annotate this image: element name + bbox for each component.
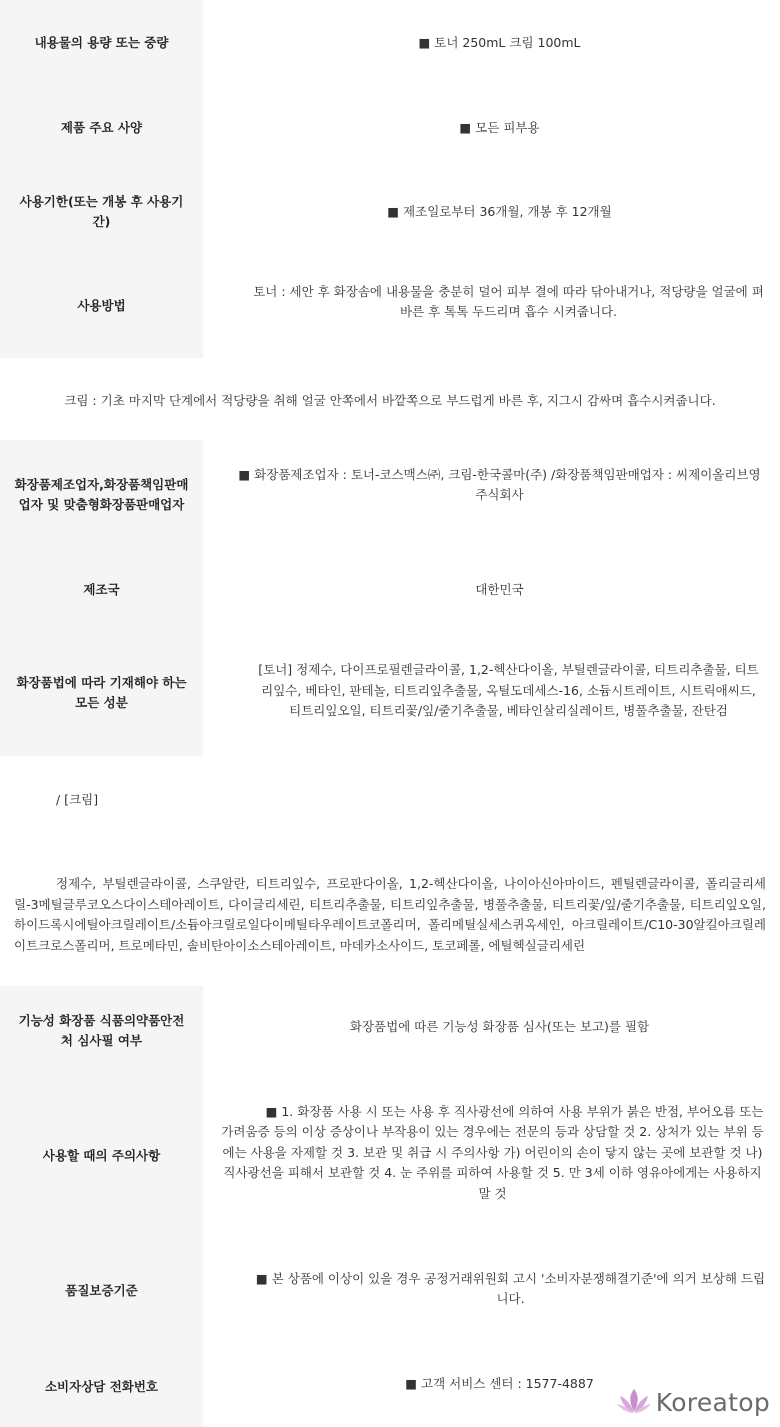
watermark-text: Koreatop	[655, 1388, 770, 1417]
info-row-manufacturer	[0, 440, 780, 550]
row-value: [토너] 정제수, 다이프로필렌글라이콜, 1,2-헥산다이올, 부틸렌글라이콜, 티트리추출물, 티트리잎수, 베타인, 판테놀, 티트리잎추출물, 옥틸도데세스-16, 소듐시트레이트, 시트릭애씨드, 티트리잎오일, 티트리꽃/잎/줄기추출물, 베타인살리실레이트, 병풀추출물, 잔탄검	[258, 662, 759, 719]
row-value: ■ 고객 서비스 센터 : 1577-4887	[405, 1376, 594, 1392]
row-label: 사용할 때의 주의사항	[0, 1076, 203, 1236]
row-label: 소비자상담 전화번호	[0, 1346, 203, 1427]
row-value: ■ 제조일로부터 36개월, 개봉 후 12개월	[387, 203, 612, 219]
row-value: ■ 토너 250mL 크림 100mL	[418, 34, 581, 50]
row-value: ■ 본 상품에 이상이 있을 경우 공정거래위원회 고시 '소비자분쟁해결기준'에 의거 보상해 드립니다.	[255, 1270, 766, 1306]
row-value: 대한민국	[475, 581, 524, 597]
row-value: ■ 화장품제조업자 : 토너-코스맥스㈜, 크림-한국콜마(주) /화장품책임판매업자 : 씨제이올리브영주식회사	[238, 466, 761, 502]
info-row-usage	[0, 254, 780, 358]
info-row-country	[0, 550, 780, 630]
row-value: ■ 1. 화장품 사용 시 또는 사용 후 직사광선에 의하여 사용 부위가 붉은 반점, 부어오름 또는 가려움증 등의 이상 증상이나 부작용이 있는 경우에는 전문의 등과 상담할 것 2. 상처가 있는 부위 등에는 사용을 자제할 것 3. 보관 및 취급 시 주의사항 가) 어린이의 손이 닿지 않는 곳에 보관할 것 나) 직사광선을 피해서 보관할 것 4. 눈 주위를 피하여 사용할 것 5. 만 3세 이하 영유아에게는 사용하지 말 것	[221, 1103, 764, 1201]
lotus-icon	[616, 1386, 652, 1419]
info-row-expiry	[0, 170, 780, 254]
row-label: 사용방법	[0, 254, 203, 358]
info-row-warranty	[0, 1236, 780, 1346]
row-value: 토너 : 세안 후 화장솜에 내용물을 충분히 덜어 피부 결에 따라 닦아내거나, 적당량을 얼굴에 펴 바른 후 톡톡 두드리며 흡수 시켜줍니다.	[253, 283, 764, 319]
row-value: ■ 모든 피부용	[459, 119, 540, 135]
cream-header-text: / [크림]	[56, 792, 99, 807]
cream-usage-text: 크림 : 기초 마지막 단계에서 적당량을 취해 얼굴 안쪽에서 바깥쪽으로 부드럽게 바른 후, 지그시 감싸며 흡수시켜줍니다.	[64, 393, 716, 408]
info-row-functional	[0, 986, 780, 1076]
cream-ingredients-text: 정제수, 부틸렌글라이콜, 스쿠알란, 티트리잎수, 프로판다이올, 1,2-헥산다이올, 나이아신아마이드, 펜틸렌글라이콜, 폴리글리세릴-3메틸글루코오스다이스테아레이트, 다이글리세린, 티트리추출물, 티트리잎추출물, 병풀추출물, 티트리꽃/잎/줄기추출물, 티트리잎오일, 하이드록시에틸아크릴레이트/소듐아크릴로일다이메틸타우레이트코폴리머, 폴리메틸실세스퀴옥세인, 아크릴레이트/C10-30알킬아크릴레이트크로스폴리머, 트로메타민, 솔비탄아이소스테아레이트, 마데카소사이드, 토코페롤, 에틸헥실글리세린	[14, 876, 766, 953]
row-label: 제품 주요 사양	[0, 86, 203, 170]
row-label: 품질보증기준	[0, 1236, 203, 1346]
row-label: 사용기한(또는 개봉 후 사용기간)	[0, 170, 203, 254]
info-row-caution	[0, 1076, 780, 1236]
row-label: 내용물의 용량 또는 중량	[0, 0, 203, 86]
row-label: 화장품제조업자,화장품책임판매업자 및 맞춤형화장품판매업자	[0, 440, 203, 550]
info-row-spec	[0, 86, 780, 170]
row-value: 화장품법에 따른 기능성 화장품 심사(또는 보고)를 필함	[349, 1018, 650, 1034]
info-row-volume	[0, 0, 780, 86]
row-label: 기능성 화장품 식품의약품안전처 심사필 여부	[0, 986, 203, 1076]
row-label: 제조국	[0, 550, 203, 630]
row-label: 화장품법에 따라 기재해야 하는 모든 성분	[0, 630, 203, 756]
info-row-ingredients	[0, 630, 780, 756]
koreatop-watermark	[616, 1386, 770, 1419]
